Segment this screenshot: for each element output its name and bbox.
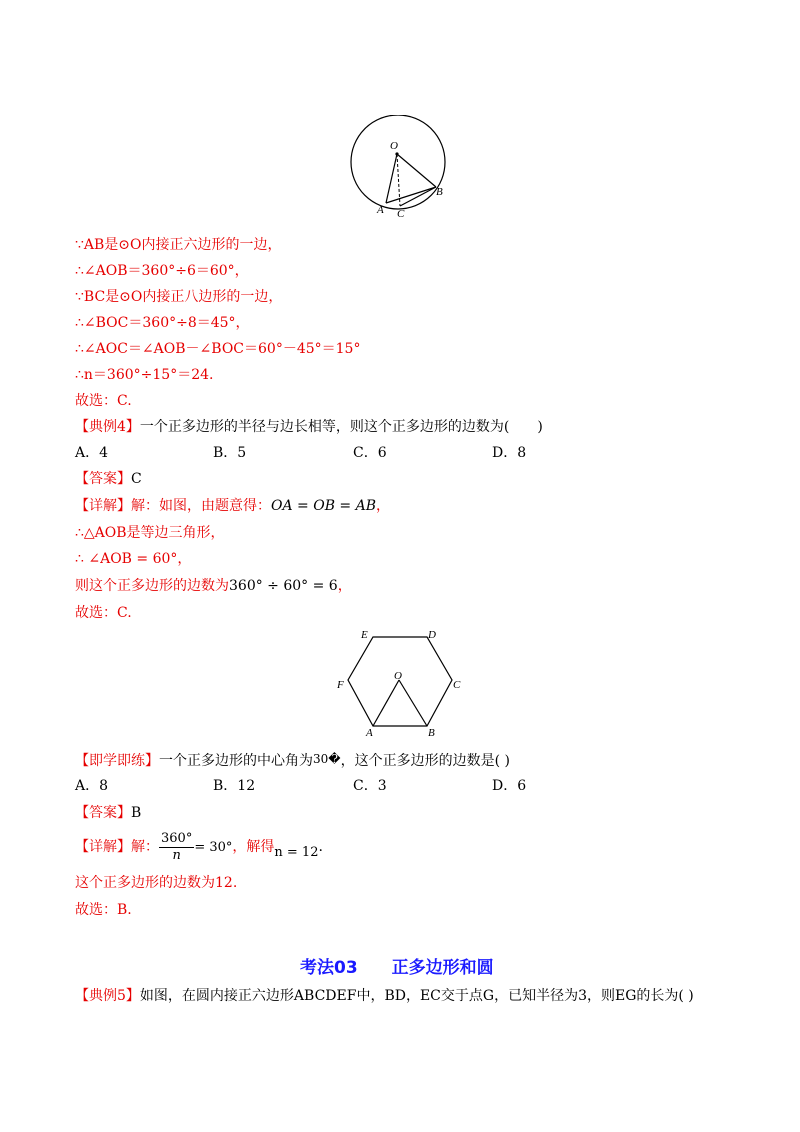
practice-question-b: ，这个正多边形的边数是( ): [340, 753, 510, 769]
label-o: O: [394, 670, 402, 682]
label-o: O: [390, 140, 398, 152]
label-c: C: [453, 679, 461, 691]
example4-question: [75, 417, 543, 437]
practice-tag: 【即学即练】: [75, 753, 159, 769]
practice-solve-text: ，解得: [232, 839, 275, 855]
circle-figure: [340, 115, 460, 220]
example4-tag: 【典例4】: [75, 419, 140, 435]
example4-option-d: D．8: [492, 445, 527, 461]
practice-option-b: B．12: [213, 778, 256, 794]
solution-line-3: ∵BC是⊙O内接正八边形的一边，: [75, 289, 283, 305]
example4-detail-4-equation: 360° ÷ 60° = 6: [229, 578, 338, 594]
practice-option-a: A．8: [75, 778, 109, 794]
solution-line-6: ∴n＝360°÷15°＝24.: [75, 367, 214, 383]
label-a: A: [377, 204, 384, 216]
practice-option-c: C．3: [353, 778, 387, 794]
segment-ob: [399, 680, 427, 726]
practice-equation-rest: = 30°: [194, 840, 233, 855]
label-b: B: [428, 727, 435, 739]
fraction-numerator: 360°: [161, 830, 193, 846]
segment-oa: [386, 154, 397, 203]
label-c: C: [397, 208, 405, 220]
practice-detail-1: [75, 830, 323, 870]
practice-answer-tag: 【答案】: [75, 805, 131, 821]
example4-detail-intro: 解：如图，由题意得：: [131, 498, 271, 514]
label-b: B: [436, 186, 443, 198]
example4-detail-2: ∴△AOB是等边三角形，: [75, 525, 225, 541]
practice-detail-intro: 解：: [131, 839, 159, 855]
example4-detail-3: ∴ ∠AOB = 60°，: [75, 551, 192, 567]
practice-detail-tag: 【详解】: [75, 839, 131, 855]
example4-detail-tag: 【详解】: [75, 498, 131, 514]
practice-question-a: 一个正多边形的中心角为: [159, 753, 313, 769]
example4-detail-equation: OA = OB = AB: [271, 498, 377, 514]
solution-line-1: ∵AB是⊙O内接正六边形的一边，: [75, 237, 282, 253]
example4-question-text: 一个正多边形的半径与边长相等，则这个正多边形的边数为( ): [139, 419, 543, 435]
label-f: F: [337, 679, 344, 691]
example4-detail-4-prefix: 则这个正多边形的边数为: [75, 578, 229, 594]
practice-question: [75, 749, 510, 771]
practice-detail-2: 这个正多边形的边数为12.: [75, 875, 238, 891]
point-o: [395, 152, 398, 155]
label-e: E: [361, 629, 368, 641]
solution-line-5: ∴∠AOC＝∠AOB－∠BOC＝60°－45°＝15°: [75, 341, 361, 357]
practice-option-d: D．6: [492, 778, 527, 794]
practice-solve-equation: n = 12: [274, 845, 319, 860]
example5-question: [75, 986, 694, 1006]
practice-answer: [75, 803, 141, 823]
segment-ob: [397, 154, 436, 187]
example4-option-c: C．6: [353, 445, 387, 461]
label-d: D: [428, 629, 436, 641]
label-a: A: [366, 727, 373, 739]
example4-answer-value: C: [131, 471, 142, 487]
example4-option-b: B．5: [213, 445, 247, 461]
practice-question-angle: 30�: [313, 752, 341, 766]
circle-o: [351, 115, 445, 209]
solution-line-2: ∴∠AOB＝360°÷6＝60°，: [75, 263, 249, 279]
fraction-denominator: n: [172, 847, 181, 863]
example4-detail-4-suffix: ，: [337, 578, 352, 594]
practice-answer-value: B: [131, 805, 142, 821]
section-heading: 考法03 正多边形和圆: [300, 958, 494, 978]
example4-detail-1: [75, 496, 390, 516]
practice-detail-3: 故选：B.: [75, 902, 132, 918]
solution-line-7: 故选：C.: [75, 393, 132, 409]
example5-question-text: 如图，在圆内接正六边形ABCDEF中，BD，EC交于点G，已知半径为3，则EG的长为( ): [139, 988, 694, 1004]
example4-option-a: A．4: [75, 445, 109, 461]
practice-solve-end: .: [318, 839, 323, 855]
example4-detail-5: 故选：C.: [75, 605, 132, 621]
example4-answer-tag: 【答案】: [75, 471, 131, 487]
solution-line-4: ∴∠BOC＝360°÷8＝45°，: [75, 315, 250, 331]
hexagon-figure: [330, 622, 470, 742]
practice-fraction: [159, 831, 194, 864]
segment-oa: [373, 680, 399, 726]
example4-answer: [75, 469, 142, 489]
example4-detail-eq-end: ，: [376, 498, 391, 514]
example5-tag: 【典例5】: [75, 988, 140, 1004]
example4-detail-4: [75, 576, 352, 596]
